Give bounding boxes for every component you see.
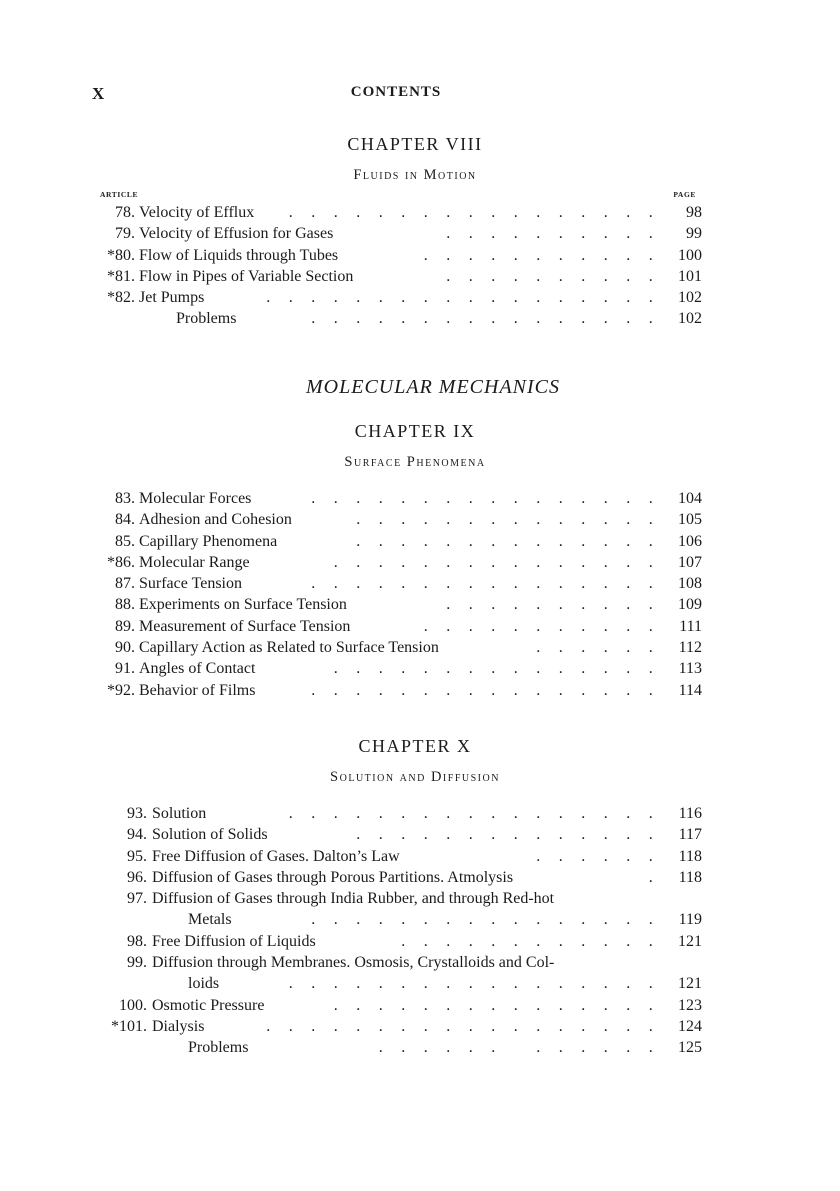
toc-entry: [92, 824, 702, 845]
chapter-9-section: [92, 421, 702, 701]
article-title: Dialysis: [152, 1017, 205, 1035]
article-number: 99.: [127, 954, 147, 972]
page-ref: 118: [678, 868, 702, 886]
toc-entry: [92, 952, 702, 973]
chapter-8-section: [92, 134, 702, 330]
page-ref: 102: [678, 310, 702, 328]
article-title: Diffusion of Gases through India Rubber, and through Red-hot: [152, 890, 555, 908]
article-title: Solution: [152, 805, 207, 822]
article-number: 83.: [115, 490, 135, 507]
article-number: *82.: [107, 289, 135, 307]
article-number: *92.: [107, 681, 135, 699]
article-number: 89.: [115, 617, 135, 635]
page-ref: 118: [678, 847, 702, 865]
leader-dots: . . . . . . . . . . . . . . . . . .: [266, 289, 653, 307]
article-title: Flow of Liquids through Tubes: [139, 246, 339, 264]
toc-entry: [92, 552, 702, 573]
leader-dots: . . . . . . . . . . . . . . . .: [311, 911, 653, 929]
article-number: *80.: [107, 246, 135, 264]
article-title: Solution of Solids: [152, 826, 268, 844]
article-title: Velocity of Efflux: [139, 204, 255, 221]
page-ref: 113: [678, 660, 702, 678]
toc-entry: [92, 616, 702, 637]
leader-dots: . . . . . .: [536, 639, 653, 657]
page-ref: 104: [678, 490, 702, 507]
article-title: Diffusion of Gases through Porous Partitions. Atmolysis: [152, 868, 514, 886]
page-ref: 99: [686, 225, 702, 243]
toc-entry: [92, 888, 702, 909]
leader-dots: . . . . . . . . . . . . . . . .: [311, 575, 653, 593]
article-title: Free Diffusion of Liquids: [152, 932, 316, 950]
leader-dots: . . . . . . . . . . . . . .: [356, 826, 653, 844]
page-ref: 121: [678, 932, 702, 950]
leader-dots: . . . . . . . . . . . . . .: [356, 532, 653, 550]
leader-dots: . . . . . . . . . .: [446, 596, 653, 614]
toc-entry: [92, 658, 702, 679]
article-title: Experiments on Surface Tension: [139, 596, 347, 614]
page-ref: 114: [678, 681, 702, 699]
page-ref: 123: [678, 996, 702, 1014]
page-column-heading: PAGE: [673, 190, 696, 199]
chapter-9-entries: [92, 488, 702, 701]
article-number: 90.: [115, 639, 135, 657]
chapter-9-title: CHAPTER IX: [354, 421, 476, 441]
leader-dots: . . . . . .: [536, 847, 653, 865]
article-title: Jet Pumps: [139, 289, 205, 307]
toc-entry: [92, 846, 702, 867]
page-ref: 102: [678, 289, 702, 307]
leader-dots: . . . . . . . . . . . . . . . . . .: [266, 1017, 653, 1035]
article-number: 100.: [119, 996, 147, 1014]
toc-entry: [92, 488, 702, 509]
toc-entry: [92, 680, 702, 701]
chapter-8-entries: [92, 202, 702, 330]
article-number: 93.: [127, 805, 147, 822]
article-title: Osmotic Pressure: [152, 996, 265, 1014]
leader-dots: . . . . . . . . . . . . . . . .: [311, 681, 653, 699]
part-title: MOLECULAR MECHANICS: [306, 376, 560, 398]
article-title: Measurement of Surface Tension: [139, 617, 351, 635]
page-ref: 121: [678, 975, 702, 993]
chapter-8-title: CHAPTER VIII: [347, 134, 483, 154]
chapter-10-subtitle: Solution and Diffusion: [330, 769, 500, 785]
article-number: 96.: [127, 868, 147, 886]
article-number: 94.: [127, 826, 147, 844]
article-title: Capillary Phenomena: [139, 532, 278, 550]
toc-entry: [92, 245, 702, 266]
chapter-10-entries: [92, 803, 702, 1059]
toc-entry: [92, 573, 702, 594]
article-title: Angles of Contact: [139, 660, 256, 678]
page-ref: 98: [686, 204, 702, 221]
page-ref: 124: [678, 1017, 702, 1035]
page-ref: 101: [678, 267, 702, 285]
article-title: Molecular Forces: [139, 490, 252, 507]
article-number: 98.: [127, 932, 147, 950]
article-title: Free Diffusion of Gases. Dalton’s Law: [152, 847, 400, 865]
page-ref: 107: [678, 553, 702, 571]
toc-entry: [92, 995, 702, 1016]
leader-dots: . . . . . . . . . . . . . . . .: [311, 310, 653, 328]
leader-dots: . . . . . . . . . . . . . . . . .: [288, 975, 653, 993]
chapter-8-subtitle: Fluids in Motion: [353, 167, 477, 183]
column-headings: [92, 190, 702, 201]
article-number: 78.: [115, 204, 135, 221]
article-number: *101.: [111, 1017, 147, 1035]
article-number: 87.: [115, 575, 135, 593]
article-number: *81.: [107, 267, 135, 285]
leader-dots: . . . . . . . . . . . . . . . .: [311, 490, 653, 507]
toc-entry: [92, 1037, 702, 1058]
toc-entry: [92, 266, 702, 287]
leader-dots: . . . . . . . . . .: [446, 267, 653, 285]
toc-entry: [92, 223, 702, 244]
leader-dots: . . . . . . . . . . . . . . . . .: [288, 204, 653, 221]
page-ref: 108: [678, 575, 702, 593]
chapter-10-section: [92, 736, 702, 1059]
page-ref: 100: [678, 246, 702, 264]
article-title: Problems: [176, 310, 237, 328]
toc-entry: [92, 1016, 702, 1037]
leader-dots: . . . . . . . . . . . . . . .: [333, 553, 653, 571]
article-number: 84.: [115, 511, 135, 529]
toc-entry: [92, 308, 702, 329]
leader-dots: . . . . . . . . . . .: [423, 246, 653, 264]
leader-dots: . . . . . . . . . .: [446, 225, 653, 243]
article-title: Molecular Range: [139, 553, 250, 571]
page-ref: 111: [679, 617, 702, 635]
article-title: Flow in Pipes of Variable Section: [139, 267, 354, 285]
page-ref: 119: [678, 911, 702, 929]
chapter-10-title: CHAPTER X: [358, 736, 472, 756]
page-ref: 106: [678, 532, 702, 550]
article-title: Adhesion and Cohesion: [139, 511, 292, 529]
article-title: Problems: [188, 1039, 249, 1057]
page-ref: 117: [678, 826, 702, 844]
toc-entry: [92, 509, 702, 530]
article-title: loids: [188, 975, 220, 993]
toc-entry: [92, 867, 702, 888]
chapter-9-subtitle: Surface Phenomena: [344, 454, 486, 470]
article-number: 85.: [115, 532, 135, 550]
leader-dots: . . . . . . . . . . . .: [378, 1039, 653, 1057]
page-number: X: [92, 84, 105, 103]
article-title: Capillary Action as Related to Surface Tension: [139, 639, 439, 657]
article-number: *86.: [107, 553, 135, 571]
article-number: 95.: [127, 847, 147, 865]
leader-dots: .: [648, 868, 653, 886]
article-number: 88.: [115, 596, 135, 614]
toc-entry: [92, 803, 702, 824]
toc-entry: [92, 931, 702, 952]
leader-dots: . . . . . . . . . . . . . . . . .: [288, 805, 653, 822]
article-title: Metals: [188, 911, 232, 929]
running-title: CONTENTS: [350, 84, 442, 100]
leader-dots: . . . . . . . . . . . .: [401, 932, 653, 950]
toc-entry: [92, 594, 702, 615]
article-title: Diffusion through Membranes. Osmosis, Crystalloids and Col-: [152, 954, 555, 972]
toc-entry: [92, 287, 702, 308]
leader-dots: . . . . . . . . . . .: [423, 617, 653, 635]
toc-entry: [92, 202, 702, 223]
article-column-heading: ARTICLE: [100, 190, 139, 199]
page-ref: 116: [678, 805, 702, 822]
leader-dots: . . . . . . . . . . . . . .: [356, 511, 653, 529]
toc-entry: [92, 531, 702, 552]
page-ref: 112: [678, 639, 702, 657]
article-title: Surface Tension: [139, 575, 242, 593]
article-title: Velocity of Effusion for Gases: [139, 225, 334, 243]
toc-entry: [92, 973, 702, 994]
running-head: [92, 84, 700, 106]
page-ref: 125: [678, 1039, 702, 1057]
page-ref: 109: [678, 596, 702, 614]
article-number: 97.: [127, 890, 147, 908]
page-ref: 105: [678, 511, 702, 529]
article-number: 79.: [115, 225, 135, 243]
article-title: Behavior of Films: [139, 681, 256, 699]
article-number: 91.: [115, 660, 135, 678]
toc-entry: [92, 637, 702, 658]
leader-dots: . . . . . . . . . . . . . . .: [333, 660, 653, 678]
leader-dots: . . . . . . . . . . . . . . .: [333, 996, 653, 1014]
toc-entry: [92, 909, 702, 930]
